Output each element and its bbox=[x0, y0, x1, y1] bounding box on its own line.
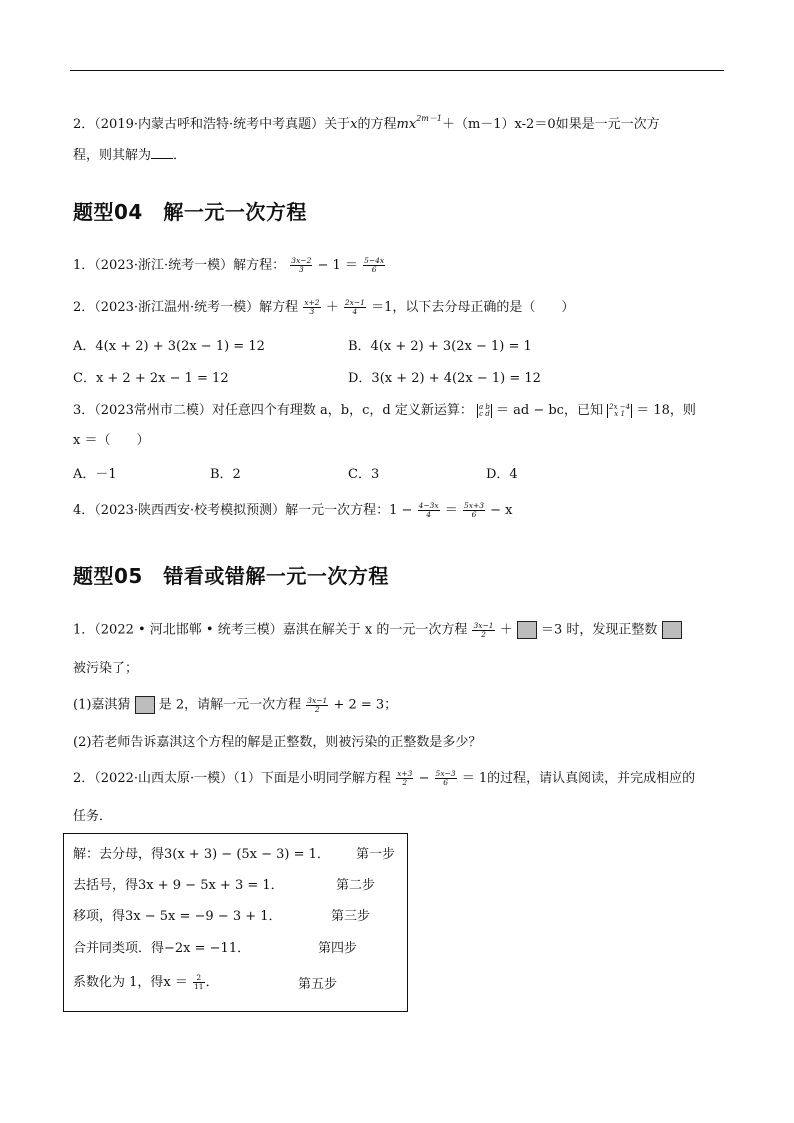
s04-q4: 4．（2023·陕西西安·校考模拟预测）解一元一次方程：1 − $\frac{4-3x}{4}$ ＝ $\frac{5x+3}{6}$ − x bbox=[73, 501, 513, 519]
s04-q1: 1．（2023·浙江·统考一模）解方程： $\frac{3x-2}{3}$ − 1 ＝ $\frac{5-4x}{6}$ bbox=[73, 256, 385, 274]
s04-q3-option-a: A．－1 bbox=[73, 467, 117, 482]
section-04-title: 题型04 解一元一次方程 bbox=[73, 200, 307, 224]
s04-q3-option-b: B．2 bbox=[210, 467, 241, 482]
step-5-label: 第五步 bbox=[298, 977, 338, 992]
answer-blank bbox=[151, 146, 173, 159]
s04-q3-option-c: C．3 bbox=[348, 467, 380, 482]
step-3-text: 移项，得3x − 5x = −9 − 3 + 1． bbox=[73, 909, 282, 924]
step-1-text: 解：去分母，得3(x + 3) − (5x − 3) = 1． bbox=[73, 847, 330, 862]
s04-q2-option-d: D．3(x + 2) + 4(2x − 1) = 12 bbox=[348, 371, 541, 386]
determinant-abcd: a b c d bbox=[478, 402, 490, 418]
step-3-label: 第三步 bbox=[331, 909, 371, 924]
s04-q3-line1: 3．（2023常州市二模）对任意四个有理数 a，b，c，d 定义新运算： a b c d ＝ ad − bc，已知 2x −4 x 1 ＝ 18，则 bbox=[73, 402, 696, 418]
s04-q2: 2．（2023·浙江温州·统考一模）解方程 $\frac{x+2}{3}$ ＋ $\frac{2x-1}{4}$ ＝1，以下去分母正确的是（ ） bbox=[73, 298, 575, 316]
determinant-given: 2x −4 x 1 bbox=[609, 402, 631, 418]
s05-q1-line2: 被污染了； bbox=[73, 661, 139, 676]
header-rule bbox=[70, 70, 724, 71]
step-2-label: 第二步 bbox=[336, 878, 376, 893]
q2-prev-line1: 2．（2019·内蒙古呼和浩特·统考中考真题）关于x的方程$mx^{2m-1}+(m-1)x-2=0$如果是一元一次方 bbox=[73, 114, 660, 132]
smudged-number-box bbox=[517, 621, 537, 639]
s04-q3-line2: x ＝（ ） bbox=[73, 433, 150, 448]
step-4-text: 合并同类项．得−2x = −11． bbox=[73, 941, 251, 956]
s05-q2-line2: 任务． bbox=[73, 809, 113, 824]
q2-prev-line2: 程，则其解为 ． bbox=[73, 148, 187, 163]
s04-q2-option-a: A．4(x + 2) + 3(2x − 1) = 12 bbox=[73, 339, 265, 354]
s04-q3-option-d: D．4 bbox=[486, 467, 518, 482]
section-05-title: 题型05 错看或错解一元一次方程 bbox=[73, 564, 389, 588]
step-2-text: 去括号，得3x + 9 − 5x + 3 = 1． bbox=[73, 878, 284, 893]
s05-q1-part1: (1)嘉淇猜 是 2，请解一元一次方程 $\frac{3x-1}{2}$ + 2 = 3； bbox=[73, 695, 398, 714]
step-5-text: 系数化为 1，得x ＝ $\frac{2}{11}$ ． bbox=[73, 973, 219, 991]
s04-q2-option-c: C．x + 2 + 2x − 1 = 12 bbox=[73, 371, 229, 386]
s04-q2-option-b: B．4(x + 2) + 3(2x − 1) = 1 bbox=[348, 339, 532, 354]
s05-q2-line1: 2．（2022·山西太原·一模）（1）下面是小明同学解方程 $\frac{x+3}{2}$ − $\frac{5x-3}{6}$ ＝ 1的过程，请认真阅读，并完成相应的 bbox=[73, 769, 696, 787]
smudged-number-box bbox=[135, 696, 155, 714]
smudged-number-box bbox=[662, 621, 682, 639]
step-4-label: 第四步 bbox=[318, 941, 358, 956]
step-1-label: 第一步 bbox=[356, 847, 396, 862]
s05-q1-line1: 1．（2022 • 河北邯郸 • 统考三模）嘉淇在解关于 x 的一元一次方程 $\frac{3x-1}{2}$ ＋ ＝3 时，发现正整数 bbox=[73, 621, 682, 640]
s05-q1-part2: (2)若老师告诉嘉淇这个方程的解是正整数，则被污染的正整数是多少？ bbox=[73, 735, 482, 750]
